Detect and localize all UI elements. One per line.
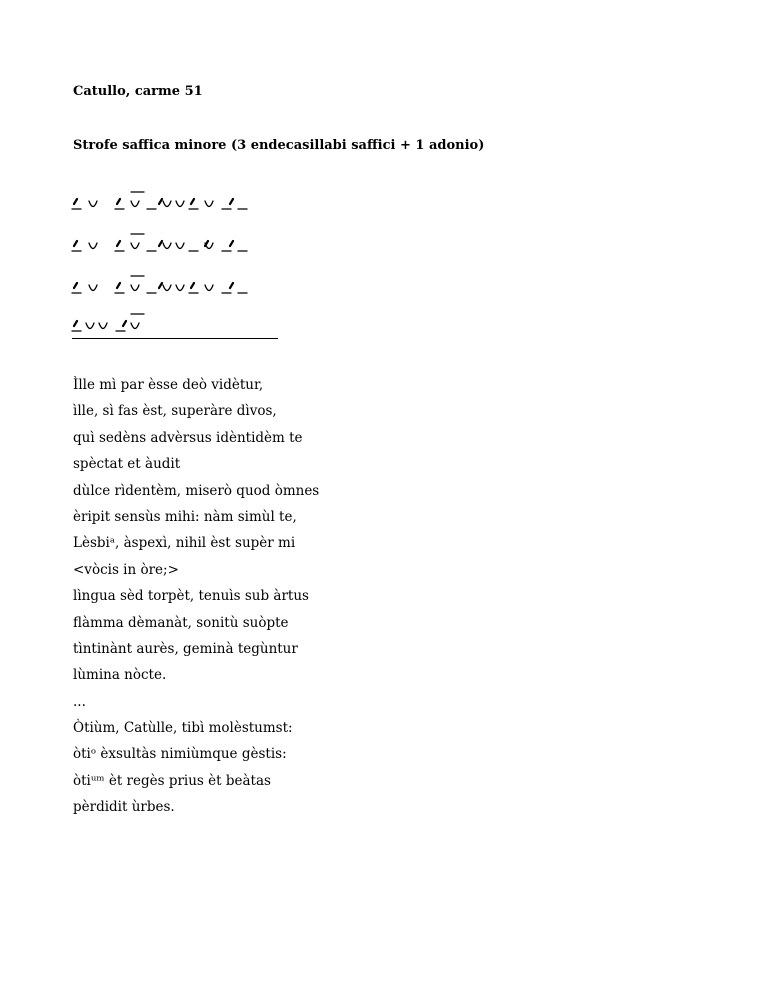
poem-line: òtiᵒ èxsultàs nimiùmque gèstis: [73, 746, 287, 763]
meter-glyphs [72, 312, 278, 338]
poem-line: tìntinànt aurès, geminà tegùntur [73, 640, 298, 657]
meter-line-1 [72, 190, 278, 216]
document-subheading: Strofe saffica minore (3 endecasillabi saffici + 1 adonio) [73, 138, 485, 153]
poem-line: dùlce rìdentèm, miserò quod òmnes [73, 482, 320, 499]
document-heading: Catullo, carme 51 [73, 84, 203, 99]
poem-line: Òtiùm, Catùlle, tibì molèstumst: [73, 720, 293, 737]
poem-line: èripit sensùs mihi: nàm simùl te, [73, 508, 297, 525]
poem-line: flàmma dèmanàt, sonitù suòpte [73, 614, 289, 631]
poem-line: lìngua sèd torpèt, tenuìs sub àrtus [73, 588, 309, 605]
poem-line: ... [73, 693, 86, 710]
meter-glyphs [72, 274, 278, 300]
poem-line: pèrdidit ùrbes. [73, 799, 175, 816]
poem-line: quì sedèns advèrsus idèntidèm te [73, 429, 303, 446]
poem-text [73, 372, 319, 821]
meter-line-4-adonic [72, 312, 278, 338]
poem-line: ìlle, sì fas èst, superàre dìvos, [73, 403, 277, 420]
poem-line: Ìlle mì par èsse deò vidètur, [73, 377, 264, 393]
poem-line: Lèsbiᵃ, àspexì, nihil èst supèr mi [73, 535, 296, 552]
poem-line: òtiᵘᵐ èt regès prius èt beàtas [73, 772, 271, 789]
poem-line: lùmina nòcte. [73, 667, 167, 684]
scheme-divider [72, 338, 278, 339]
poem-line: <vòcis in òre;> [73, 561, 179, 578]
meter-line-3 [72, 274, 278, 300]
poem-line: spèctat et àudit [73, 456, 181, 473]
meter-glyphs [72, 232, 278, 258]
meter-glyphs [72, 190, 278, 216]
meter-line-2 [72, 232, 278, 258]
